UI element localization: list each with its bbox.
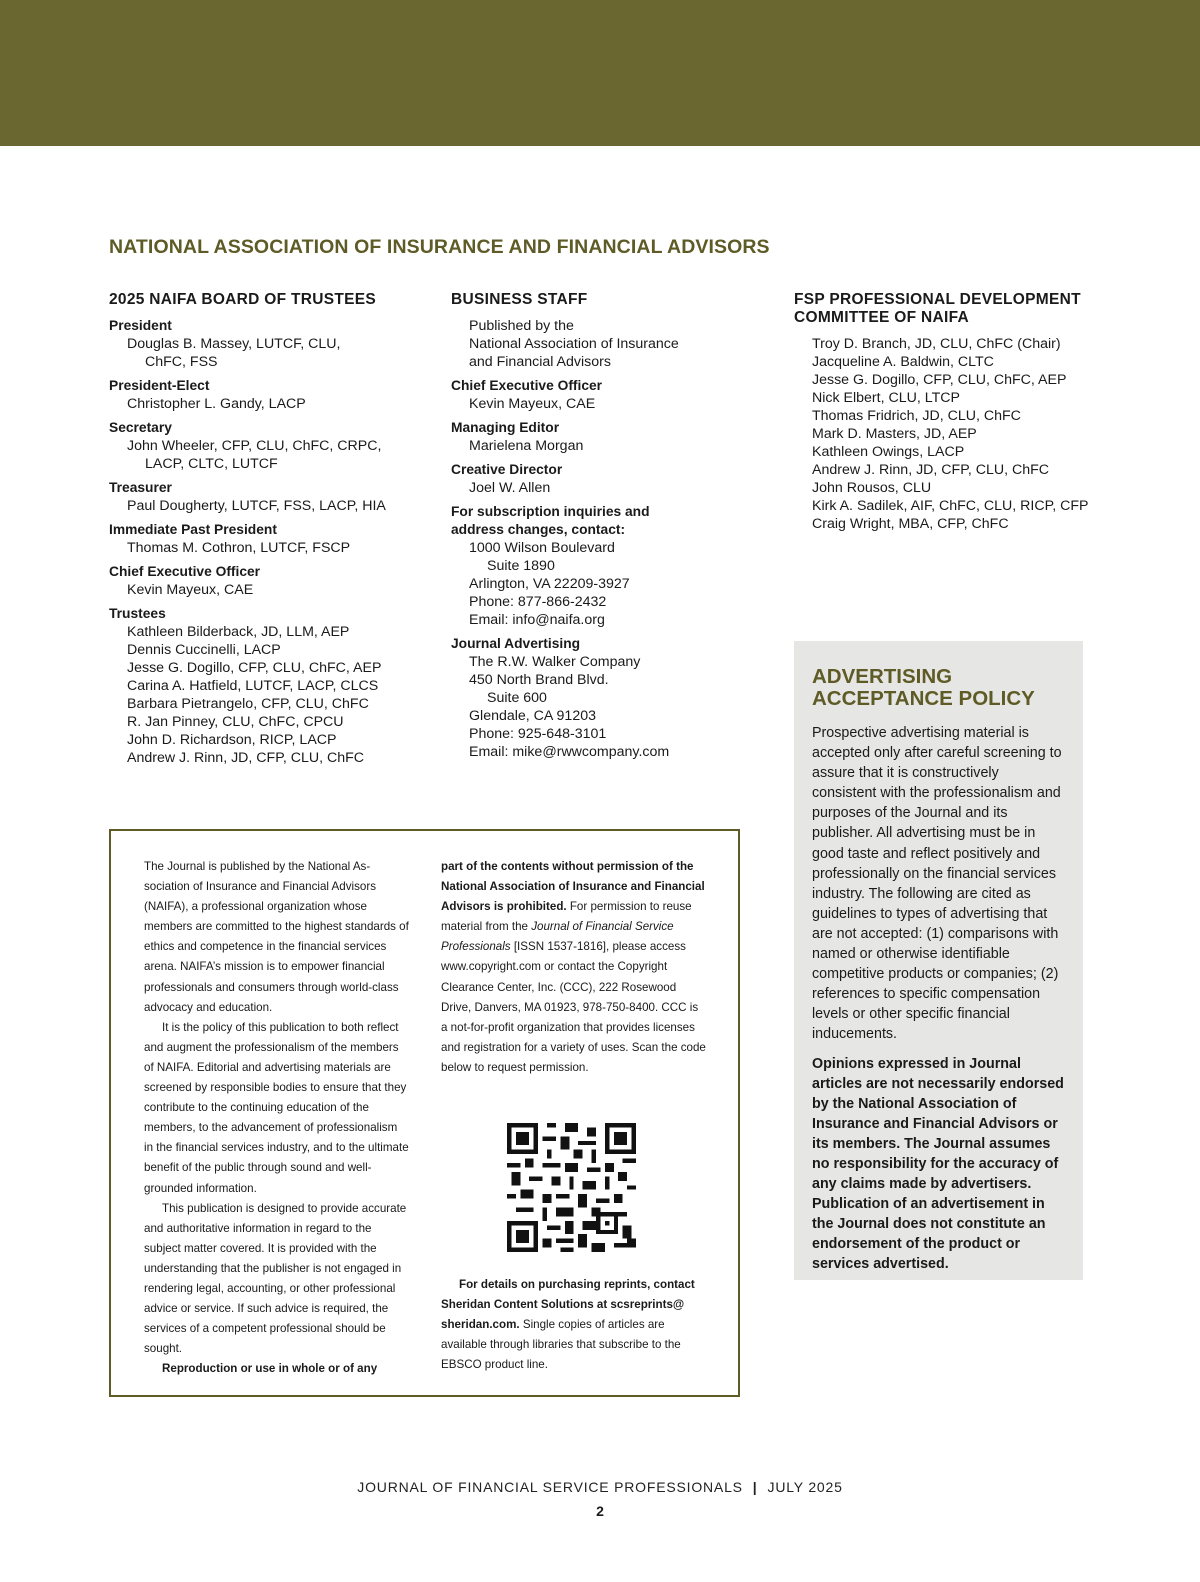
committee-member: Nick Elbert, CLU, LTCP: [812, 390, 960, 406]
qr-code-icon[interactable]: [507, 1123, 636, 1252]
board-ceo-group: [109, 563, 439, 599]
advertising-address: 450 North Brand Blvd.: [469, 672, 609, 688]
creative-name: Joel W. Allen: [469, 480, 551, 496]
committee-member: Kathleen Owings, LACP: [812, 444, 965, 460]
past-president-role: Immediate Past President: [109, 522, 277, 537]
committee-member: Thomas Fridrich, JD, CLU, ChFC: [812, 408, 1021, 424]
creative-group: [451, 461, 771, 497]
subscription-role-cont: address changes, contact:: [451, 522, 626, 537]
subscription-email: Email: info@naifa.org: [469, 612, 605, 628]
advertising-city: Glendale, CA 91203: [469, 708, 596, 724]
trustee-name: Kathleen Bilderback, JD, LLM, AEP: [127, 624, 350, 640]
editor-role: Managing Editor: [451, 420, 560, 435]
treasurer-group: [109, 479, 439, 515]
advertising-contact-group: [451, 635, 771, 761]
reprints-text: Single copies of articles are available through libraries that subscribe to the EBSCO product line.: [441, 1318, 681, 1372]
publisher-line: Published by the: [469, 318, 574, 334]
advertising-email: Email: mike@rwwcompany.com: [469, 744, 670, 760]
footer-journal-name: JOURNAL OF FINANCIAL SERVICE PROFESSIONALS: [357, 1479, 743, 1495]
creative-role: Creative Director: [451, 462, 563, 477]
staff-ceo-role: Chief Executive Officer: [451, 378, 603, 393]
notice-paragraph: It is the policy of this publication to both reflect and augment the professionalism of the members of NAIFA. Editorial and advertising materials are screened by responsible bodies to ensure that they contribute to the continuing education of the members, to the advancement of professionalism in the financial services industry, and to the ultimate benefit of the public through sound and well-grounded information.: [144, 1020, 409, 1195]
notice-reproduction-bold-start: Reproduction or use in whole or of any: [162, 1362, 378, 1376]
trustees-group: [109, 605, 439, 767]
trustee-name: Jesse G. Dogillo, CFP, CLU, ChFC, AEP: [127, 660, 382, 676]
past-president-group: [109, 521, 439, 557]
permission-text-cont: [ISSN 1537-1816], please access www.copyright.com or contact the Copyright Clearance Center, Inc. (CCC), 222 Rosewood Drive, Danvers, MA 01923, 978-750-8400. CCC is a not-for-profit organization that provides licenses and registration for a variety of uses. Scan the code below to request permission.: [441, 940, 706, 1074]
committee-member: Kirk A. Sadilek, AIF, ChFC, CLU, RICP, CFP: [812, 498, 1089, 514]
publisher-group: [451, 317, 771, 371]
subscription-group: [451, 503, 771, 629]
publisher-line: National Association of Insurance: [469, 336, 679, 352]
trustees-role: Trustees: [109, 606, 166, 621]
notice-reproduction-paragraph: [441, 857, 706, 1078]
committee-title-line: FSP PROFESSIONAL DEVELOPMENT: [794, 291, 1081, 308]
president-elect-role: President-Elect: [109, 378, 210, 393]
footer-date: JULY 2025: [767, 1479, 843, 1495]
president-elect-name: Christopher L. Gandy, LACP: [127, 396, 306, 412]
secretary-role: Secretary: [109, 420, 172, 435]
committee-member: Jacqueline A. Baldwin, CLTC: [812, 354, 994, 370]
committee-member: Andrew J. Rinn, JD, CFP, CLU, ChFC: [812, 462, 1050, 478]
editor-name: Marielena Morgan: [469, 438, 584, 454]
board-ceo-name: Kevin Mayeux, CAE: [127, 582, 254, 598]
reprints-contact: For details on purchasing reprints, contact Sheridan Content Solutions at scsreprints@ sheridan.com.: [441, 1278, 695, 1332]
committee-title-line: COMMITTEE OF NAIFA: [794, 309, 970, 326]
journal-name: Journal of Financial Service Professionals: [441, 920, 674, 954]
reprints-column: [441, 1275, 706, 1375]
advertising-disclaimer: Opinions expressed in Journal articles are not necessarily endorsed by the National Association of Insurance and Financial Advisors or its members. The Journal assumes no responsibility for the accuracy of any claims made by advertisers. Publication of an advertisement in the Journal does not constitute an endorsement of the product or services advertised.: [812, 1055, 1064, 1273]
advertising-phone: Phone: 925-648-3101: [469, 726, 607, 742]
permission-text: For permission to reuse material from the: [441, 900, 692, 934]
committee-member: John Rousos, CLU: [812, 480, 932, 496]
trustee-name: Barbara Pietrangelo, CFP, CLU, ChFC: [127, 696, 369, 712]
staff-ceo-name: Kevin Mayeux, CAE: [469, 396, 596, 412]
advertising-policy-title: [812, 666, 1065, 710]
publisher-line: and Financial Advisors: [469, 354, 611, 370]
notice-paragraph: The Journal is published by the National Association of Insurance and Financial Advisors (NAIFA), a professional organization whose members are committed to the highest standards of ethics and competence in the financial services arena. NAIFA’s mission is to empower financial professionals and consumers through world-class advocacy and education.: [144, 860, 409, 1014]
subscription-address-suite: Suite 1890: [487, 558, 555, 574]
president-name-cont: ChFC, FSS: [145, 354, 218, 370]
committee-title: [794, 291, 1094, 327]
publication-notice-box: [109, 829, 740, 1397]
trustee-name: John D. Richardson, RICP, LACP: [127, 732, 337, 748]
treasurer-role: Treasurer: [109, 480, 172, 495]
notice-column-left: [144, 857, 409, 1379]
top-color-band: [0, 0, 1200, 146]
notice-column-right: [441, 857, 706, 1078]
page-title: NATIONAL ASSOCIATION OF INSURANCE AND FINANCIAL ADVISORS: [109, 236, 770, 258]
committee-member: Troy D. Branch, JD, CLU, ChFC (Chair): [812, 336, 1061, 352]
footer-separator: |: [752, 1479, 758, 1495]
president-name: Douglas B. Massey, LUTCF, CLU,: [127, 336, 341, 352]
business-staff-section: [451, 291, 771, 767]
committee-members: [794, 335, 1094, 533]
footer-journal-line: [0, 1479, 1200, 1495]
trustee-name: Carina A. Hatfield, LUTCF, LACP, CLCS: [127, 678, 379, 694]
secretary-name: John Wheeler, CFP, CLU, ChFC, CRPC,: [127, 438, 382, 454]
advertising-policy-box: [794, 641, 1083, 1280]
president-role: President: [109, 318, 172, 333]
secretary-group: [109, 419, 439, 473]
trustee-name: Andrew J. Rinn, JD, CFP, CLU, ChFC: [127, 750, 365, 766]
subscription-role: For subscription inquiries and: [451, 504, 650, 519]
secretary-name-cont: LACP, CLTC, LUTCF: [145, 456, 278, 472]
treasurer-name: Paul Dougherty, LUTCF, FSS, LACP, HIA: [127, 498, 386, 514]
trustee-name: Dennis Cuccinelli, LACP: [127, 642, 281, 658]
committee-member: Mark D. Masters, JD, AEP: [812, 426, 977, 442]
advertising-policy-title-line: ADVERTISING: [812, 665, 953, 688]
notice-paragraph: This publication is designed to provide accurate and authoritative information in regard to the subject matter covered. It is provided with the understanding that the publisher is not engaged in rendering legal, accounting, or other professional advice or service. If such advice is required, the services of a competent professional should be sought.: [144, 1201, 407, 1356]
reproduction-warning: part of the contents without permission of the National Association of Insurance and Financial Advisors is prohibited.: [441, 860, 705, 914]
advertising-policy-body: Prospective advertising material is accepted only after careful screening to assure that it is constructively consistent with the professionalism and purposes of the Journal and its publisher. All advertising must be in good taste and reflect positively and professionally on the financial services industry. The following are cited as guidelines to types of advertising that are not accepted: (1) comparisons with named or otherwise identifiable competitive products or companies; (2) references to specific compensation levels or other specific financial inducements.: [812, 725, 1062, 1043]
board-title: 2025 NAIFA BOARD OF TRUSTEES: [109, 291, 377, 308]
board-of-trustees-section: [109, 291, 439, 773]
advertising-company: The R.W. Walker Company: [469, 654, 641, 670]
board-ceo-role: Chief Executive Officer: [109, 564, 261, 579]
editor-group: [451, 419, 771, 455]
reprints-paragraph: [441, 1275, 706, 1375]
advertising-policy-title-line: ACCEPTANCE POLICY: [812, 687, 1035, 710]
committee-section: [794, 291, 1094, 539]
subscription-city: Arlington, VA 22209-3927: [469, 576, 630, 592]
advertising-address-suite: Suite 600: [487, 690, 547, 706]
committee-member: Craig Wright, MBA, CFP, ChFC: [812, 516, 1009, 532]
advertising-role: Journal Advertising: [451, 636, 581, 651]
past-president-name: Thomas M. Cothron, LUTCF, FSCP: [127, 540, 351, 556]
staff-title: BUSINESS STAFF: [451, 291, 588, 308]
staff-ceo-group: [451, 377, 771, 413]
committee-member: Jesse G. Dogillo, CFP, CLU, ChFC, AEP: [812, 372, 1067, 388]
president-group: [109, 317, 439, 371]
trustee-name: R. Jan Pinney, CLU, ChFC, CPCU: [127, 714, 344, 730]
page-number: 2: [596, 1503, 604, 1519]
subscription-phone: Phone: 877-866-2432: [469, 594, 607, 610]
president-elect-group: [109, 377, 439, 413]
subscription-address: 1000 Wilson Boulevard: [469, 540, 615, 556]
